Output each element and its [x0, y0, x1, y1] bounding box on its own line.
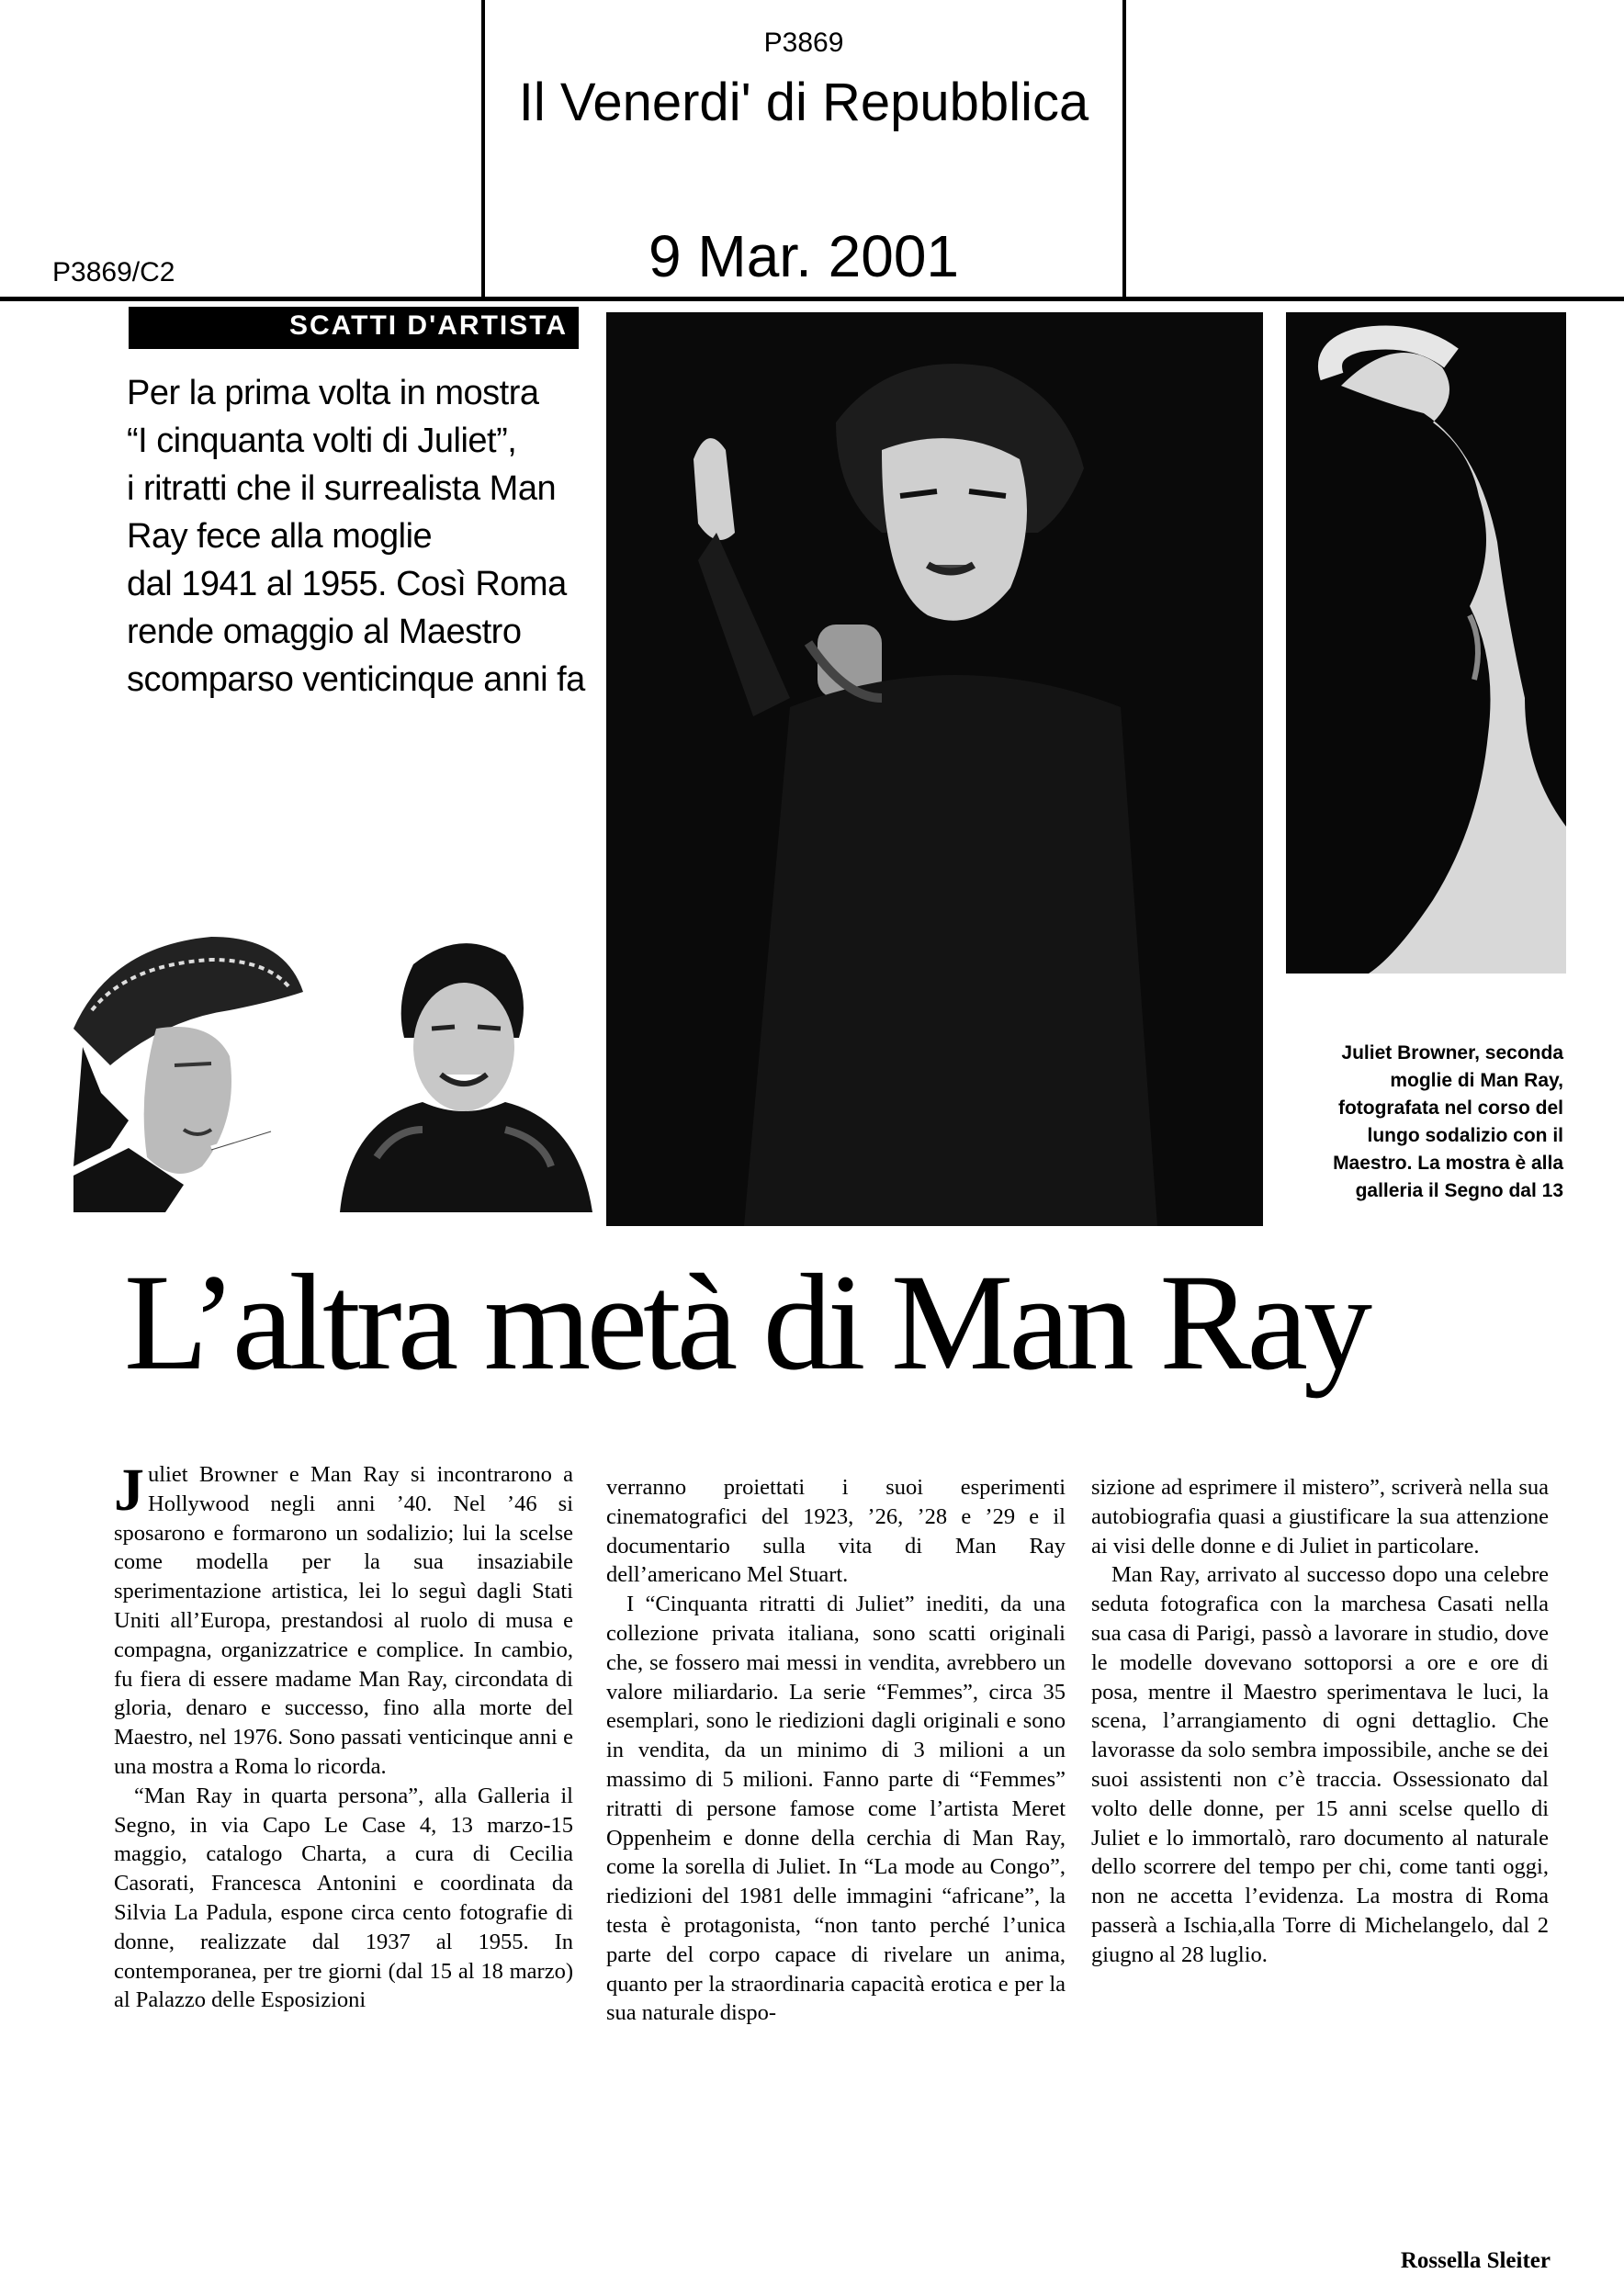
caption-line: Maestro. La mostra è alla: [1333, 1153, 1563, 1174]
intro-line: Per la prima volta in mostra: [127, 374, 539, 412]
intro-line: Ray fece alla moglie: [127, 517, 433, 556]
article-column-1: [114, 1457, 573, 2015]
photo-juliet-profile: [1286, 312, 1566, 974]
caption-line: Juliet Browner, seconda: [1341, 1042, 1563, 1064]
caption-line: galleria il Segno dal 13: [1355, 1180, 1563, 1201]
stamp-reference: P3869: [763, 28, 844, 58]
publication-date: 9 Mar. 2001: [648, 223, 959, 289]
intro-line: “I cinquanta volti di Juliet”,: [127, 422, 517, 460]
intro-deck: [127, 369, 604, 703]
photo-caption: [1222, 1040, 1563, 1205]
headline: L’altra metà di Man Ray: [124, 1246, 1369, 1399]
stamp-right-border: [1122, 0, 1126, 298]
article-paragraph: [114, 1457, 573, 1782]
intro-line: dal 1941 al 1955. Così Roma: [127, 565, 567, 603]
drop-cap: J: [114, 1457, 144, 1524]
caption-line: lungo sodalizio con il: [1367, 1125, 1563, 1146]
article-paragraph: I “Cinquanta ritratti di Juliet” inediti, da una collezione privata italiana, sono scatti originali che, se fossero mai messi in vendita, avrebbero un valore miliardario. La serie “Femmes”, circa 35 esemplari, sono le riedizioni dagli originali e sono in vendita, da un minimo di 3 milioni a un massimo di 5 milioni. Fanno parte di “Femmes” ritratti di persone famose come l’artista Meret Oppenheim e donne della cerchia di Man Ray, come la sorella di Juliet. In “La mode au Congo”, riedizioni del 1981 delle immagini “africane”, la testa è protagonista, “non tanto perché l’unica parte del corpo capace di rivelare un anima, quanto per la straordinaria capacità erotica e per la sua naturale dispo-: [606, 1592, 1066, 2026]
article-paragraph: Man Ray, arrivato al successo dopo una celebre seduta fotografica con la marchesa Casati nella sua casa di Parigi, passò a lavorare in studio, dove le modelle dovevano sottoporsi a ore e ore di posa, mentre il Maestro sperimentava le luci, la scena, l’arrangiamento di ogni dettaglio. Che lavorasse da solo sembra impossibile, anche se dei suoi assistenti non c’è traccia. Ossessionato dal volto delle donne, per 15 anni scelse quello di Juliet e lo immortalò, raro documento al naturale dello scorrere del tempo per chi, come tanti oggi, non ne accetta l’evidenza. La mostra di Roma passerà a Ischia,alla Torre di Michelangelo, dal 2 giugno al 28 luglio.: [1091, 1562, 1549, 1967]
intro-line: i ritratti che il surrealista Man: [127, 469, 557, 508]
photo-juliet-hat: [73, 909, 321, 1212]
author-signature: Rossella Sleiter: [1400, 2248, 1551, 2273]
article-paragraph: sizione ad esprimere il mistero”, scriverà nella sua autobiografia quasi a giustificare la sua attenzione ai visi delle donne e di Juliet in particolare.: [1091, 1475, 1549, 1559]
photo-juliet-portrait: [606, 312, 1263, 1226]
article-column-3: [1091, 1473, 1549, 1970]
article-paragraph: “Man Ray in quarta persona”, alla Galleria il Segno, in via Capo Le Case 4, 13 marzo-15 maggio, catalogo Charta, a cura di Cecilia Casorati, Francesca Antonini e coordinata da Silvia La Padula, espone circa cento fotografie di donne, realizzate dal 1937 al 1955. In contemporanea, per tre giorni (dal 15 al 18 marzo) al Palazzo delle Esposizioni: [114, 1783, 573, 2013]
section-label: SCATTI D'ARTISTA: [129, 307, 579, 349]
article-column-2: [606, 1473, 1066, 2028]
caption-line: fotografata nel corso del: [1337, 1097, 1563, 1119]
header-rule: [0, 297, 1624, 301]
photo-juliet-smiling: [321, 909, 592, 1212]
intro-line: scomparso venticinque anni fa: [127, 660, 585, 699]
publication-name: Il Venerdi' di Repubblica: [518, 73, 1089, 132]
archive-code: P3869/C2: [52, 257, 175, 287]
article-paragraph: verranno proiettati i suoi esperimenti cinematografici del 1923, ’26, ’28 e ’29 e il documentario sulla vita di Man Ray dell’americano Mel Stuart.: [606, 1475, 1066, 1588]
paragraph-text: uliet Browner e Man Ray si incontrarono a Hollywood negli anni ’40. Nel ’46 si sposarono e formarono un sodalizio; lui la scelse come modella per la sua insaziabile sperimentazione artistica, lei lo seguì dagli Stati Uniti all’Europa, prestandosi al ruolo di musa e compagna, organizzatrice e complice. In cambio, fu fiera di essere madame Man Ray, circondata di gloria, denaro e successo, fino alla morte del Maestro, nel 1976. Sono passati venticinque anni e una mostra a Roma lo ricorda.: [114, 1462, 573, 1779]
intro-line: rende omaggio al Maestro: [127, 613, 522, 651]
caption-line: moglie di Man Ray,: [1390, 1070, 1563, 1091]
